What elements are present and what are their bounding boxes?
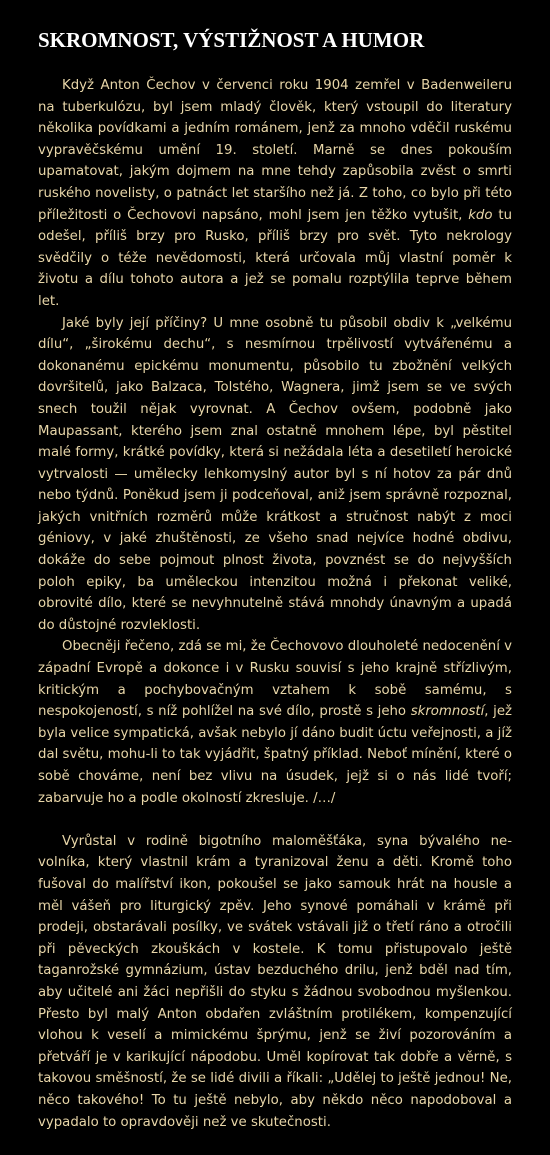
paragraph-text: Jaké byly její příčiny? U mne osobně tu působil obdiv k „velkému dílu“, „širokému dechu“, s nesmírnou trpělivostí vytvářenému a dokonanému epickému monumentu, působilo tu zbožnění velkých dovršitelů, jako Balzaca, Tolstého, Wagnera, jimž jsem se ve svých snech toužil nějak vyrovnat. A Čechov ovšem, podobně jako Maupassant, kterého jsem znal ostatně mnohem lépe, byl pěstitel malé formy, krátké povídky, která si nežádala léta a desetiletí heroické vytrvalosti — umělecky lehkomyslný autor byl s ní hotov za pár dnů nebo týdnů. Poněkud jsem ji podceňoval, aniž jsem správně rozpoznal, jakých vnitřních rozměrů může krátkost a stručnost nabýt z moci géniovy, v jaké zhuštěnosti, ze všeho snad nejvíce hodné obdivu, dokáže do sebe pojmout plnost života, povznést se do nejvyšších poloh epiky, ba uměleckou intenzitou možná i překonat veliké, obrovité dílo, které se nevyhnutelně stává mnohdy únavným a upadá do důstojné rozvleklosti. [38, 315, 512, 633]
paragraph [38, 636, 512, 809]
paragraph-text: Obecněji řečeno, zdá se mi, že Čechovovo dlouholeté nedocenění v západní Evropě a dokonce i v Rusku souvisí s jeho krajně střízlivým, kritickým a pochybovačným vztahem k sobě samému, s nespokojeností, s níž pohlížel na své dílo, prostě s jeho [38, 639, 512, 720]
page-title: SKROMNOST, VÝSTIŽNOST A HUMOR [38, 28, 425, 52]
paragraph [38, 75, 512, 313]
emphasized-text: skromností [410, 704, 485, 720]
emphasized-text: kdo [468, 207, 493, 223]
paragraph-text: Když Anton Čechov v červenci roku 1904 zemřel v Badenweileru na tuberkulózu, byl jsem mladý člověk, který vstoupil do literatury několika povídkami a jedním románem, jenž za mnoho vděčil ruskému vypravěčskému umění 19. století. Marně se dnes pokouším upamatovat, jakým dojmem na mne tehdy zapůsobila zvěst o smrti ruského novelisty, o patnáct let staršího než já. Z toho, co bylo při této příležitosti o Čechovovi napsáno, mohl jsem jen těžko vytušit, [38, 78, 512, 223]
document-page [38, 28, 512, 1133]
paragraph [38, 831, 512, 1133]
paragraph [38, 313, 512, 637]
paragraph-text: , jež byla velice sympatická, avšak nebylo jí dáno budit úctu veřejnosti, a jíž dal světu, mohu-li to tak vyjádřit, špatný příklad. Neboť mínění, které o sobě chováme, není bez vlivu na úsudek, jejž si o nás lidé tvoří; zabarvuje ho a podle okolností zkresluje. /…/ [38, 704, 513, 806]
article-body [38, 75, 512, 1133]
paragraph-text: Vyrůstal v rodině bigotního maloměšťáka, syna bývalého nevolníka, který vlastnil krám a tyranizoval ženu a děti. Kromě toho fušoval do malířství ikon, pokoušel se jako samouk hrát na housle a měl vášeň pro liturgický zpěv. Jeho synové pomáhali v krámě při prodeji, obstarávali posílky, ve svátek vstávali již o třetí ráno a otročili při pěveckých zkouškách v kostele. K tomu přistupovalo ještě taganrožské gymnázium, ústav bezduchého drilu, jenž bděl nad tím, aby učitelé ani žáci nepřišli do styku s žádnou svobodnou myšlenkou. Přesto byl malý Anton obdařen zvláštním protilékem, kompenzující vlohou k veselí a mimickému šprýmu, jenž se živí pozorováním a přetváří je v karikující nápodobu. Uměl kopírovat tak dobře a věrně, s takovou směšností, že se lidé divili a říkali: „Udělej to ještě jednou! Ne, něco takového! To tu ještě nebylo, aby někdo něco napodoboval a vypadalo to opravdověji než ve skutečnosti. [38, 833, 512, 1130]
paragraph-text: tu odešel, příliš brzy pro Rusko, příliš brzy pro svět. Tyto nekrology svědčily o téže nevědomosti, která určovala můj vlastní poměr k životu a dílu tohoto autora a jež se pomalu rozptýlila teprve během let. [38, 207, 512, 309]
